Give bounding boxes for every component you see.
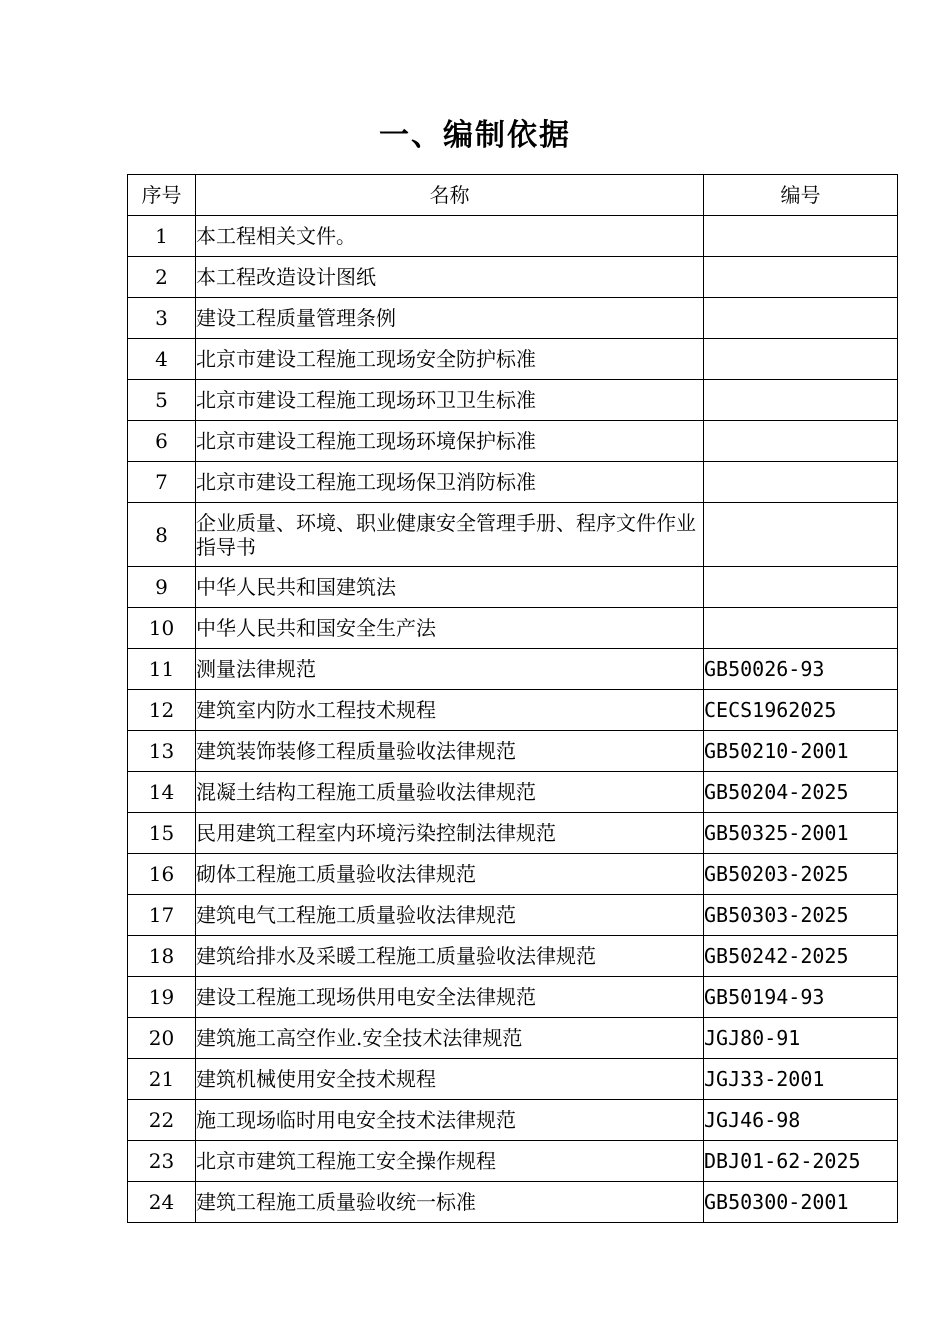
row-code: DBJ01-62-2025: [704, 1141, 898, 1182]
row-number: 17: [128, 895, 196, 936]
table-row: [128, 462, 898, 503]
table-row: [128, 895, 898, 936]
row-name: 测量法律规范: [196, 649, 704, 690]
row-number: 19: [128, 977, 196, 1018]
row-number: 13: [128, 731, 196, 772]
table-row: [128, 503, 898, 567]
row-code: [704, 216, 898, 257]
row-name: 北京市建设工程施工现场环境保护标准: [196, 421, 704, 462]
row-code: GB50194-93: [704, 977, 898, 1018]
table-body: [128, 216, 898, 1223]
table-row: [128, 421, 898, 462]
table-row: [128, 854, 898, 895]
row-code: [704, 380, 898, 421]
row-name: 建筑装饰装修工程质量验收法律规范: [196, 731, 704, 772]
row-code: GB50204-2025: [704, 772, 898, 813]
table-row: [128, 1059, 898, 1100]
row-number: 24: [128, 1182, 196, 1223]
row-number: 7: [128, 462, 196, 503]
header-row: [128, 175, 898, 216]
row-number: 11: [128, 649, 196, 690]
row-number: 2: [128, 257, 196, 298]
row-code: CECS1962025: [704, 690, 898, 731]
row-code: GB50203-2025: [704, 854, 898, 895]
row-number: 18: [128, 936, 196, 977]
table-row: [128, 298, 898, 339]
row-name: 北京市建设工程施工现场安全防护标准: [196, 339, 704, 380]
table-row: [128, 1141, 898, 1182]
table-row: [128, 339, 898, 380]
row-number: 5: [128, 380, 196, 421]
row-name: 建筑电气工程施工质量验收法律规范: [196, 895, 704, 936]
row-code: [704, 462, 898, 503]
row-name: 北京市建设工程施工现场环卫卫生标准: [196, 380, 704, 421]
row-code: JGJ33-2001: [704, 1059, 898, 1100]
row-name: 本工程相关文件。: [196, 216, 704, 257]
table-row: [128, 772, 898, 813]
header-code: 编号: [704, 175, 898, 216]
row-name: 建筑施工高空作业.安全技术法律规范: [196, 1018, 704, 1059]
table-row: [128, 1100, 898, 1141]
row-number: 1: [128, 216, 196, 257]
table-row: [128, 1182, 898, 1223]
table-row: [128, 608, 898, 649]
row-code: [704, 257, 898, 298]
table-row: [128, 257, 898, 298]
row-name: 砌体工程施工质量验收法律规范: [196, 854, 704, 895]
row-name: 混凝土结构工程施工质量验收法律规范: [196, 772, 704, 813]
table-row: [128, 731, 898, 772]
row-number: 10: [128, 608, 196, 649]
row-code: GB50026-93: [704, 649, 898, 690]
table-row: [128, 649, 898, 690]
row-code: [704, 608, 898, 649]
row-code: GB50210-2001: [704, 731, 898, 772]
table-row: [128, 690, 898, 731]
row-number: 23: [128, 1141, 196, 1182]
row-number: 6: [128, 421, 196, 462]
row-name: 民用建筑工程室内环境污染控制法律规范: [196, 813, 704, 854]
row-number: 22: [128, 1100, 196, 1141]
table-header: [128, 175, 898, 216]
row-code: JGJ80-91: [704, 1018, 898, 1059]
row-name: 建设工程施工现场供用电安全法律规范: [196, 977, 704, 1018]
row-number: 4: [128, 339, 196, 380]
row-name: 建筑给排水及采暖工程施工质量验收法律规范: [196, 936, 704, 977]
row-code: JGJ46-98: [704, 1100, 898, 1141]
row-name: 北京市建设工程施工现场保卫消防标准: [196, 462, 704, 503]
row-code: [704, 503, 898, 567]
row-number: 16: [128, 854, 196, 895]
table-row: [128, 380, 898, 421]
row-number: 14: [128, 772, 196, 813]
row-number: 21: [128, 1059, 196, 1100]
table-row: [128, 977, 898, 1018]
row-number: 15: [128, 813, 196, 854]
page-title: 一、编制依据: [379, 118, 571, 153]
table-row: [128, 813, 898, 854]
row-number: 3: [128, 298, 196, 339]
row-name: 建筑室内防水工程技术规程: [196, 690, 704, 731]
row-code: [704, 298, 898, 339]
row-code: [704, 567, 898, 608]
row-name: 企业质量、环境、职业健康安全管理手册、程序文件作业指导书: [196, 503, 704, 567]
row-number: 20: [128, 1018, 196, 1059]
row-number: 9: [128, 567, 196, 608]
table-row: [128, 567, 898, 608]
row-code: GB50300-2001: [704, 1182, 898, 1223]
table-row: [128, 1018, 898, 1059]
row-code: GB50325-2001: [704, 813, 898, 854]
header-serial-number: 序号: [128, 175, 196, 216]
row-name: 建筑机械使用安全技术规程: [196, 1059, 704, 1100]
header-name: 名称: [196, 175, 704, 216]
row-code: GB50242-2025: [704, 936, 898, 977]
row-code: GB50303-2025: [704, 895, 898, 936]
row-number: 8: [128, 503, 196, 567]
row-name: 北京市建筑工程施工安全操作规程: [196, 1141, 704, 1182]
row-number: 12: [128, 690, 196, 731]
table-row: [128, 936, 898, 977]
row-code: [704, 421, 898, 462]
row-name: 建筑工程施工质量验收统一标准: [196, 1182, 704, 1223]
row-name: 施工现场临时用电安全技术法律规范: [196, 1100, 704, 1141]
row-name: 中华人民共和国安全生产法: [196, 608, 704, 649]
row-name: 中华人民共和国建筑法: [196, 567, 704, 608]
table-row: [128, 216, 898, 257]
row-code: [704, 339, 898, 380]
row-name: 建设工程质量管理条例: [196, 298, 704, 339]
row-name: 本工程改造设计图纸: [196, 257, 704, 298]
compilation-basis-table: [127, 174, 898, 1223]
